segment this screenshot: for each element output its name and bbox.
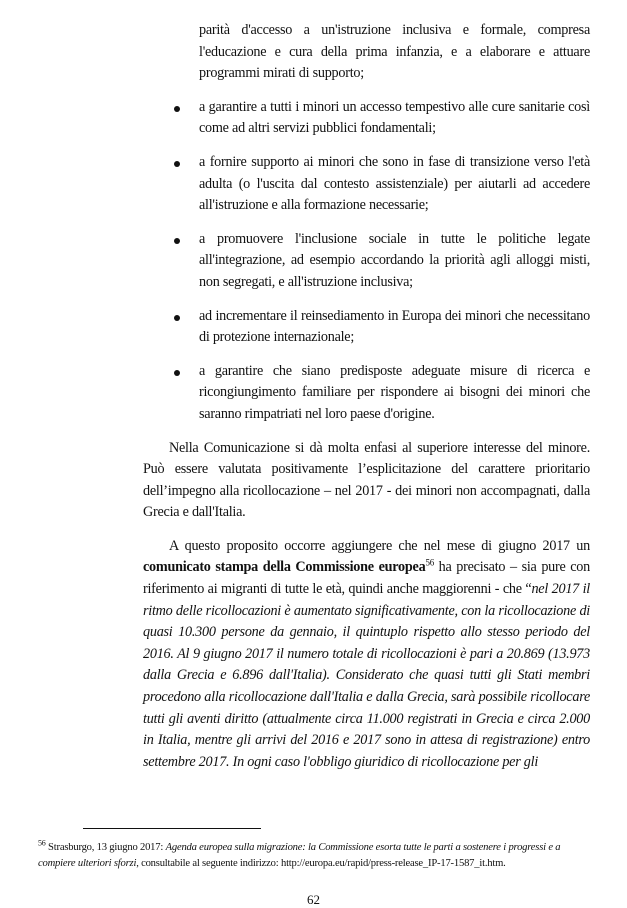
press-release-link-text: comunicato stampa della Commissione europea xyxy=(143,559,426,576)
body-text xyxy=(143,20,590,785)
footnote-number: 56 xyxy=(38,838,46,848)
bullet-icon xyxy=(174,106,180,112)
paragraph-comunicato-stampa: A questo proposito occorre aggiungere che nel mese di giugno 2017 un comunicato stampa della Commissione europea$^{56}$ ha precisato – sia pure con riferimento ai migranti di tutte le età, quindi anche maggiorenni - che “nel 2017 il ritmo delle ricollocazioni è aumentato significativamente, con la ricollocazione di quasi 10.300 persone da gennaio, il quintuplo rispetto allo stesso periodo del 2016. Al 9 giugno 2017 il numero totale di ricollocazioni è pari a 20.869 (13.973 dalla Grecia e 6.896 dall'Italia). Considerato che quasi tutti gli Stati membri procedono alla ricollocazione dall'Italia e dalla Grecia, sarà possibile ricollocare tutti gli aventi diritto (attualmente circa 11.000 registrati in Grecia e circa 2.000 in Italia, mentre gli arrivi del 2016 e 2017 sono in attesa di registrazione) entro settembre 2017. In ogni caso l'obbligo giuridico di ricollocazione per gli xyxy=(143,537,591,770)
footnote-title: Agenda europea sulla migrazione: la Commissione esorta tutte le parti a sostenere i progressi e a compiere ulteriori sforzi xyxy=(38,842,561,869)
bullet-item: a garantire che siano predisposte adeguate misure di ricerca e ricongiungimento familiare per rispondere ai bisogni dei minori che saranno rimpatriati nel loro paese d'origine. xyxy=(143,361,590,426)
bullet-item: a fornire supporto ai minori che sono in fase di transizione verso l'età adulta (o l'uscita dal contesto assistenziale) per aiutarli ad accedere all'istruzione e alla formazione necessarie; xyxy=(143,152,590,217)
bullet-continuation: parità d'accesso a un'istruzione inclusiva e formale, compresa l'educazione e cura della prima infanzia, e a elaborare e attuare programmi mirati di supporto; xyxy=(199,22,590,82)
bullet-icon xyxy=(174,315,180,321)
bullet-icon xyxy=(174,161,180,167)
bullet-item: ad incrementare il reinsediamento in Europa dei minori che necessitano di protezione internazionale; xyxy=(143,306,590,349)
footnote-url[interactable]: , consultabile al seguente indirizzo: http://europa.eu/rapid/press-release_IP-17-1587_it.htm. xyxy=(136,858,506,869)
footnote: $^{56}$ Strasburgo, 13 giugno 2017: Agenda europea sulla migrazione: la Commissione esorta tutte le parti a sostenere i progressi e a compiere ulteriori sforzi, consultabile al seguente indirizzo: http://europa.eu/rapid/press-release_IP-17-1587_it.htm. xyxy=(38,838,561,869)
footnote-separator xyxy=(83,828,261,829)
bullet-item: a promuovere l'inclusione sociale in tutte le politiche legate all'integrazione, ad esempio accordando la priorità agli alloggi misti, non segregati, e all'istruzione inclusiva; xyxy=(143,229,590,294)
paragraph-comunicazione: Nella Comunicazione si dà molta enfasi al superiore interesse del minore. Può essere valutata positivamente l’esplicitazione del carattere prioritario dell’impegno alla ricollocazione – nel 2017 - dei minori non accompagnati, dalla Grecia e dall'Italia. xyxy=(143,439,590,521)
bullet-list xyxy=(143,20,590,426)
quoted-text: nel 2017 il ritmo delle ricollocazioni è aumentato significativamente, con la ricollocazione di quasi 10.300 persone da gennaio, il quintuplo rispetto allo stesso periodo del 2016. Al 9 giugno 2017 il numero totale di ricollocazioni è pari a 20.869 (13.973 dalla Grecia e 6.896 dall'Italia). Considerato che quasi tutti gli Stati membri procedono alla ricollocazione dall'Italia e dalla Grecia, sarà possibile ricollocare tutti gli aventi diritto (attualmente circa 11.000 registrati in Grecia e circa 2.000 in Italia, mentre gli arrivi del 2016 e 2017 sono in attesa di registrazione) entro settembre 2017. In ogni caso l'obbligo giuridico di ricollocazione per gli xyxy=(143,581,591,770)
footnote-reference: 56 xyxy=(425,557,434,568)
bullet-icon xyxy=(174,238,180,244)
bullet-item: a garantire a tutti i minori un accesso tempestivo alle cure sanitarie così come ad altri servizi pubblici fondamentali; xyxy=(143,97,590,140)
page-number: 62 xyxy=(307,892,320,907)
bullet-icon xyxy=(174,370,180,376)
